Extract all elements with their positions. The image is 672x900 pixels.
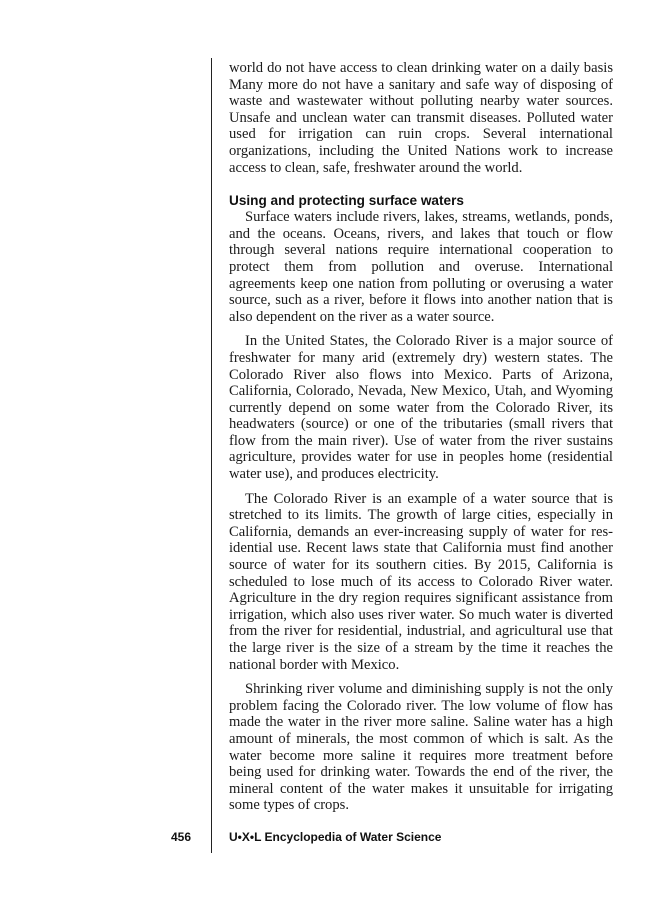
page-number: 456 — [171, 830, 192, 844]
body-paragraph: The Colorado River is an example of a water source that is stretched to its limits. The growth of large cities, especially in California, demands an ever-increasing supply of water for residential use. Recent laws state that California must find another source of water for its southern cities. By 2015, California is scheduled to lose much of its access to Colorado River water. Agriculture in the dry region requires significant assistance from irrigation, which also uses river water. So much water is diverted from the river for residential, industrial, and agricultural use that the large river is the size of a stream by the time it reaches the national border with Mexico. — [229, 490, 613, 673]
body-paragraph: In the United States, the Colorado River is a major source of freshwater for many arid (extremely dry) western states. The Colorado River also flows into Mexico. Parts of Arizona, California, Colorado, Nevada, New Mexico, Utah, and Wyoming currently depend on some water from the Colorado River, its headwaters (source) or one of the tributaries (small rivers that flow from the main river). Use of water from the river sustains agriculture, provides water for use in peoples home (residential water use), and produces electricity. — [229, 333, 613, 483]
intro-paragraph: world do not have access to clean drinking water on a daily basis Many more do not have a sanitary and safe way of disposing of waste and wastewater without polluting nearby water sources. Unsafe and unclean water can transmit diseases. Polluted water used for irrigation can ruin crops. Several international organizations, including the United Nations work to increase access to clean, safe, freshwater around the world. — [229, 60, 613, 176]
body-paragraph: Surface waters include rivers, lakes, streams, wetlands, ponds, and the oceans. Oceans, rivers, and lakes that touch or flow through several nations require international cooperation to protect them from pollution and overuse. International agreements keep one nation from polluting or overusing a water source, such as a river, before it flows into another nation that is also dependent on the river as a water source. — [229, 209, 613, 325]
body-text-column — [229, 60, 613, 814]
running-footer-title: U•X•L Encyclopedia of Water Science — [229, 830, 442, 844]
margin-rule — [211, 58, 212, 853]
section-heading: Using and protecting surface waters — [229, 193, 464, 209]
body-paragraph: Shrinking river volume and diminishing supply is not the only problem facing the Colorado river. The low volume of flow has made the water in the river more saline. Saline water has a high amount of minerals, the most common of which is salt. As the water become more saline it requires more treatment before being used for drinking water. Towards the end of the river, the mineral content of the water makes it unsuitable for irrigating some types of crops. — [229, 681, 613, 814]
